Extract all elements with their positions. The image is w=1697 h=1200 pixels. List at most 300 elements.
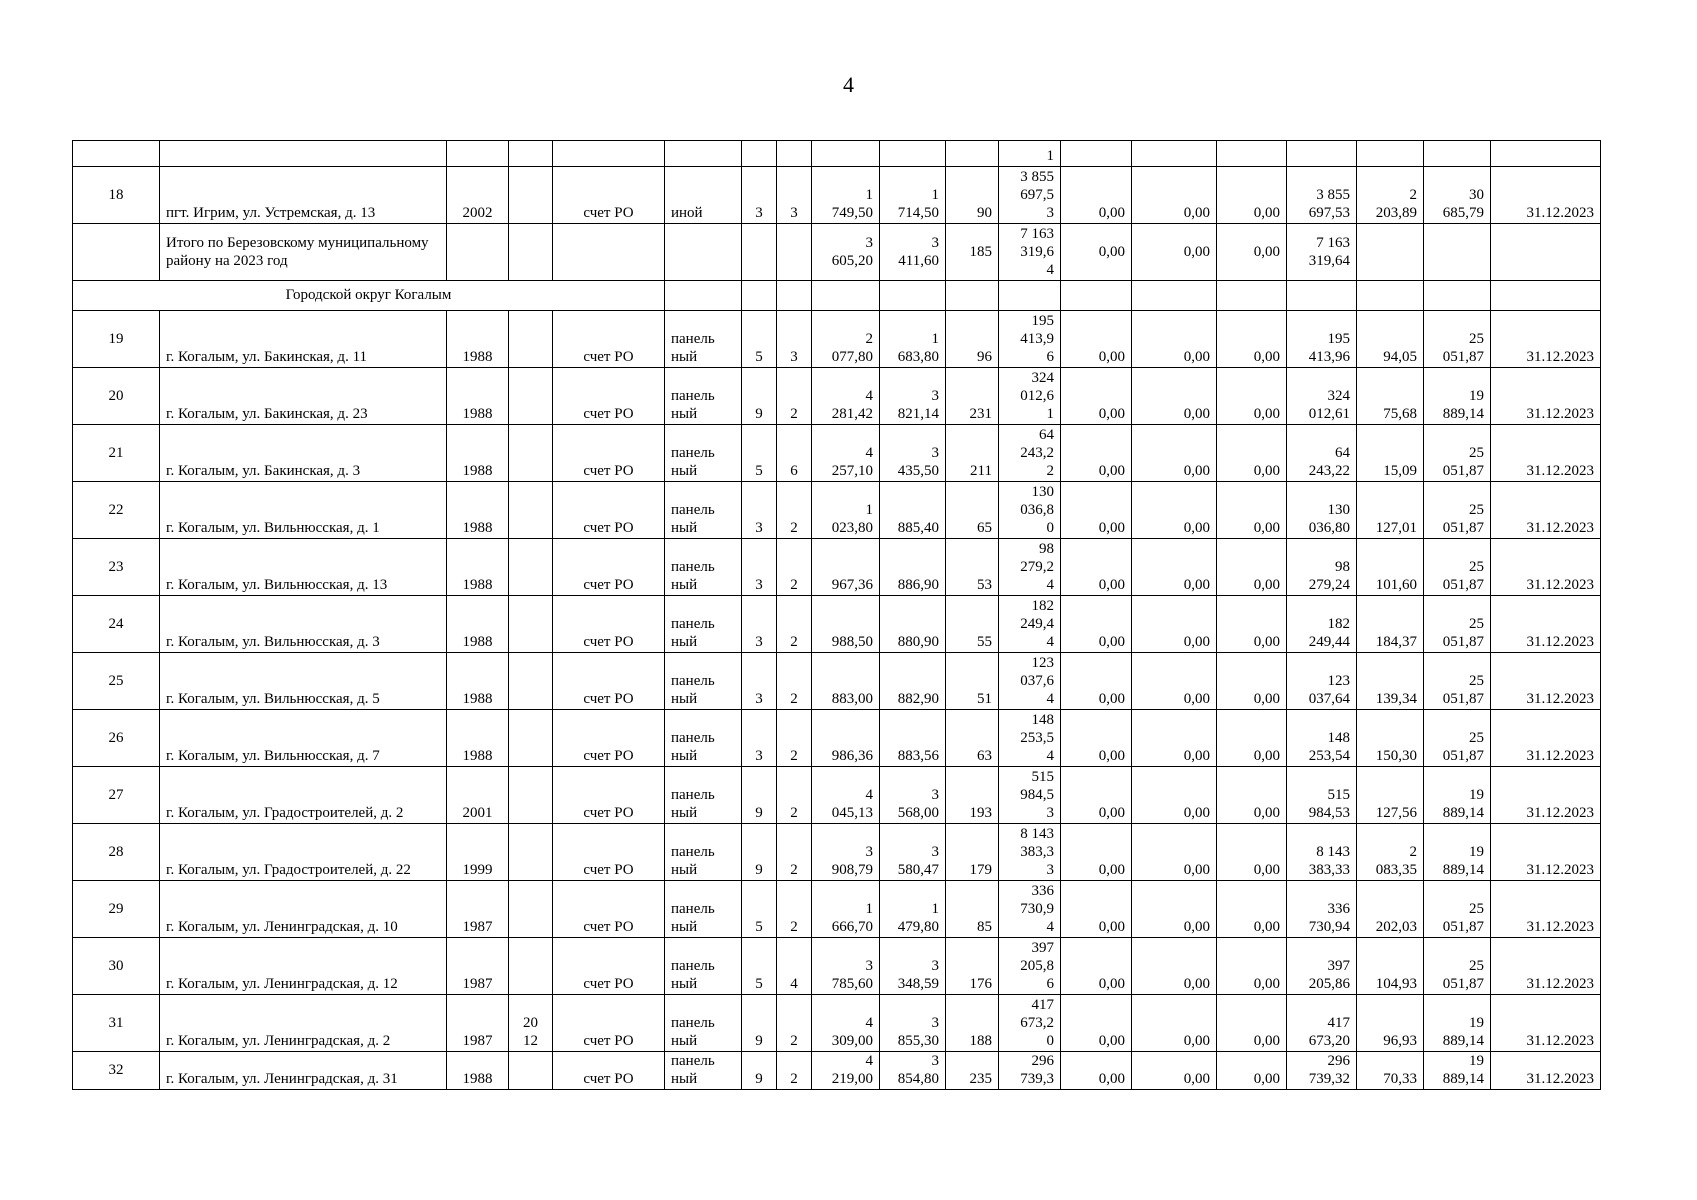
entrances-cell: 2	[777, 767, 812, 824]
deadline-date-cell: 31.12.2023	[1491, 425, 1601, 482]
fund-method-cell: счет РО	[553, 995, 665, 1052]
year-built-cell: 1988	[447, 596, 509, 653]
total-cost-cell: 3 855 697,5 3	[999, 167, 1061, 224]
fund-source-1-cell: 0,00	[1061, 653, 1132, 710]
table-row	[73, 881, 1601, 938]
district-total-row	[73, 224, 1601, 281]
wall-material-cell: панель ный	[665, 311, 742, 368]
floors-cell: 9	[742, 824, 777, 881]
living-area-cell: 1 683,80	[880, 311, 946, 368]
wall-material-cell: панель ный	[665, 995, 742, 1052]
floors-cell: 3	[742, 596, 777, 653]
fund-source-1-cell: 0,00	[1061, 995, 1132, 1052]
unit-cost-cell: 184,37	[1357, 596, 1424, 653]
entrances-cell: 6	[777, 425, 812, 482]
fund-method-cell: счет РО	[553, 425, 665, 482]
row-number: 23	[73, 539, 160, 596]
wall-material-cell: панель ный	[665, 1052, 742, 1090]
fund-source-1-cell: 0,00	[1061, 482, 1132, 539]
entrances-cell: 4	[777, 938, 812, 995]
residents-cell: 65	[946, 482, 999, 539]
floors-cell: 9	[742, 995, 777, 1052]
owners-funds-cell: 123 037,64	[1287, 653, 1357, 710]
year-repair-cell	[509, 311, 553, 368]
living-area-cell: 3 580,47	[880, 824, 946, 881]
total-cost-cell: 336 730,9 4	[999, 881, 1061, 938]
living-area-cell: 3 348,59	[880, 938, 946, 995]
fund-source-2-cell: 0,00	[1132, 167, 1217, 224]
living-area-cell: 3 854,80	[880, 1052, 946, 1090]
deadline-date-cell: 31.12.2023	[1491, 482, 1601, 539]
total-area-cell: 1 666,70	[812, 881, 880, 938]
floors-cell: 3	[742, 482, 777, 539]
row-number: 21	[73, 425, 160, 482]
fund-source-3-cell: 0,00	[1217, 482, 1287, 539]
residents-cell: 55	[946, 596, 999, 653]
unit-cost-cell: 104,93	[1357, 938, 1424, 995]
owners-funds-cell: 336 730,94	[1287, 881, 1357, 938]
total-area-sum: 3 605,20	[812, 224, 880, 281]
floors-cell: 5	[742, 311, 777, 368]
limit-cost-cell: 30 685,79	[1424, 167, 1491, 224]
total-cost-cell: 296 739,3	[999, 1052, 1061, 1090]
living-area-cell: 1 479,80	[880, 881, 946, 938]
table-row	[73, 1052, 1601, 1090]
year-repair-cell	[509, 710, 553, 767]
owners-funds-cell: 130 036,80	[1287, 482, 1357, 539]
floors-cell: 5	[742, 425, 777, 482]
year-built-cell: 1987	[447, 938, 509, 995]
total-area-cell: 967,36	[812, 539, 880, 596]
fund-source-1-cell: 0,00	[1061, 425, 1132, 482]
row-number: 24	[73, 596, 160, 653]
row-number: 19	[73, 311, 160, 368]
fund-source-3-cell: 0,00	[1217, 311, 1287, 368]
fund-source-2-cell: 0,00	[1132, 710, 1217, 767]
address-cell: пгт. Игрим, ул. Устремская, д. 13	[160, 167, 447, 224]
total-area-cell: 3 785,60	[812, 938, 880, 995]
continued-row	[73, 141, 1601, 167]
owners-funds-sum: 7 163 319,64	[1287, 224, 1357, 281]
fund-source-2-cell: 0,00	[1132, 1052, 1217, 1090]
limit-cost-cell: 25 051,87	[1424, 653, 1491, 710]
owners-funds-cell: 98 279,24	[1287, 539, 1357, 596]
deadline-date-cell: 31.12.2023	[1491, 995, 1601, 1052]
fund-source-1-cell: 0,00	[1061, 824, 1132, 881]
total-area-cell: 4 045,13	[812, 767, 880, 824]
deadline-date-cell: 31.12.2023	[1491, 596, 1601, 653]
total-area-cell: 988,50	[812, 596, 880, 653]
residents-cell: 211	[946, 425, 999, 482]
total-cost-cell: 98 279,2 4	[999, 539, 1061, 596]
fund-method-cell: счет РО	[553, 824, 665, 881]
limit-cost-cell: 25 051,87	[1424, 938, 1491, 995]
year-repair-cell	[509, 881, 553, 938]
address-cell: г. Когалым, ул. Ленинградская, д. 2	[160, 995, 447, 1052]
total-area-cell: 4 219,00	[812, 1052, 880, 1090]
total-area-cell: 4 257,10	[812, 425, 880, 482]
total-cost-cell: 130 036,8 0	[999, 482, 1061, 539]
address-cell: г. Когалым, ул. Градостроителей, д. 22	[160, 824, 447, 881]
fund-method-cell: счет РО	[553, 311, 665, 368]
living-area-cell: 880,90	[880, 596, 946, 653]
fund-method-cell: счет РО	[553, 482, 665, 539]
row-number: 32	[73, 1052, 160, 1090]
address-cell: г. Когалым, ул. Вильнюсская, д. 13	[160, 539, 447, 596]
floors-cell: 3	[742, 539, 777, 596]
wall-material-cell: панель ный	[665, 368, 742, 425]
owners-funds-cell: 3 855 697,53	[1287, 167, 1357, 224]
total-area-cell: 1 749,50	[812, 167, 880, 224]
fund-source-2-cell: 0,00	[1132, 482, 1217, 539]
year-built-cell: 2001	[447, 767, 509, 824]
table-row	[73, 767, 1601, 824]
fund-source-1-cell: 0,00	[1061, 368, 1132, 425]
floors-cell: 3	[742, 653, 777, 710]
table-row	[73, 710, 1601, 767]
total-cost-cell: 397 205,8 6	[999, 938, 1061, 995]
entrances-cell: 2	[777, 482, 812, 539]
wall-material-cell: панель ный	[665, 881, 742, 938]
fund-method-cell: счет РО	[553, 710, 665, 767]
fund-source-3-sum: 0,00	[1217, 224, 1287, 281]
table-row	[73, 482, 1601, 539]
residents-cell: 235	[946, 1052, 999, 1090]
total-cost-cell: 148 253,5 4	[999, 710, 1061, 767]
wall-material-cell: панель ный	[665, 824, 742, 881]
wall-material-cell: панель ный	[665, 596, 742, 653]
address-cell: г. Когалым, ул. Ленинградская, д. 12	[160, 938, 447, 995]
fund-source-1-cell: 0,00	[1061, 767, 1132, 824]
entrances-cell: 3	[777, 167, 812, 224]
row-number: 25	[73, 653, 160, 710]
address-cell: г. Когалым, ул. Вильнюсская, д. 3	[160, 596, 447, 653]
total-cost-cell: 8 143 383,3 3	[999, 824, 1061, 881]
deadline-date-cell: 31.12.2023	[1491, 167, 1601, 224]
table-row	[73, 425, 1601, 482]
table-row	[73, 368, 1601, 425]
fund-source-1-cell: 0,00	[1061, 167, 1132, 224]
table-row	[73, 167, 1601, 224]
entrances-cell: 2	[777, 539, 812, 596]
unit-cost-cell: 70,33	[1357, 1052, 1424, 1090]
total-cost-cell: 515 984,5 3	[999, 767, 1061, 824]
year-repair-cell	[509, 482, 553, 539]
deadline-date-cell: 31.12.2023	[1491, 1052, 1601, 1090]
table-row	[73, 938, 1601, 995]
fund-source-3-cell: 0,00	[1217, 167, 1287, 224]
floors-cell: 5	[742, 938, 777, 995]
residents-cell: 96	[946, 311, 999, 368]
owners-funds-cell: 324 012,61	[1287, 368, 1357, 425]
owners-funds-cell: 296 739,32	[1287, 1052, 1357, 1090]
year-built-cell: 1988	[447, 653, 509, 710]
year-repair-cell	[509, 596, 553, 653]
deadline-date-cell: 31.12.2023	[1491, 881, 1601, 938]
entrances-cell: 2	[777, 368, 812, 425]
fund-method-cell: счет РО	[553, 767, 665, 824]
floors-cell: 9	[742, 368, 777, 425]
wall-material-cell: панель ный	[665, 938, 742, 995]
address-cell: г. Когалым, ул. Ленинградская, д. 31	[160, 1052, 447, 1090]
total-area-cell: 4 309,00	[812, 995, 880, 1052]
table-row	[73, 539, 1601, 596]
row-number: 31	[73, 995, 160, 1052]
year-built-cell: 1988	[447, 539, 509, 596]
residents-cell: 193	[946, 767, 999, 824]
fund-source-3-cell: 0,00	[1217, 653, 1287, 710]
fund-source-3-cell: 0,00	[1217, 425, 1287, 482]
unit-cost-cell: 2 203,89	[1357, 167, 1424, 224]
page-number: 4	[843, 72, 854, 97]
unit-cost-cell: 96,93	[1357, 995, 1424, 1052]
fund-source-3-cell: 0,00	[1217, 995, 1287, 1052]
fund-source-1-cell: 0,00	[1061, 938, 1132, 995]
address-cell: г. Когалым, ул. Вильнюсская, д. 1	[160, 482, 447, 539]
limit-cost-cell: 19 889,14	[1424, 1052, 1491, 1090]
deadline-date-cell: 31.12.2023	[1491, 710, 1601, 767]
unit-cost-cell: 101,60	[1357, 539, 1424, 596]
year-repair-cell	[509, 653, 553, 710]
total-cost-sum: 7 163 319,6 4	[999, 224, 1061, 281]
address-cell: г. Когалым, ул. Ленинградская, д. 10	[160, 881, 447, 938]
entrances-cell: 2	[777, 710, 812, 767]
total-area-cell: 2 077,80	[812, 311, 880, 368]
year-repair-cell	[509, 1052, 553, 1090]
table-row	[73, 311, 1601, 368]
owners-funds-cell: 397 205,86	[1287, 938, 1357, 995]
entrances-cell: 2	[777, 653, 812, 710]
fund-source-1-cell: 0,00	[1061, 881, 1132, 938]
year-repair-cell	[509, 539, 553, 596]
wall-material-cell: панель ный	[665, 710, 742, 767]
fund-source-2-cell: 0,00	[1132, 596, 1217, 653]
fund-source-1-cell: 0,00	[1061, 311, 1132, 368]
wall-material-cell: панель ный	[665, 653, 742, 710]
residents-cell: 176	[946, 938, 999, 995]
owners-funds-cell: 195 413,96	[1287, 311, 1357, 368]
fund-method-cell: счет РО	[553, 881, 665, 938]
limit-cost-cell: 19 889,14	[1424, 824, 1491, 881]
fund-method-cell: счет РО	[553, 368, 665, 425]
unit-cost-cell: 202,03	[1357, 881, 1424, 938]
limit-cost-cell: 19 889,14	[1424, 995, 1491, 1052]
year-built-cell: 2002	[447, 167, 509, 224]
total-cost-cell: 64 243,2 2	[999, 425, 1061, 482]
fund-source-2-cell: 0,00	[1132, 767, 1217, 824]
owners-funds-cell: 8 143 383,33	[1287, 824, 1357, 881]
table-row	[73, 653, 1601, 710]
unit-cost-cell: 150,30	[1357, 710, 1424, 767]
table-row	[73, 596, 1601, 653]
fund-source-3-cell: 0,00	[1217, 824, 1287, 881]
living-area-cell: 3 855,30	[880, 995, 946, 1052]
row-number: 20	[73, 368, 160, 425]
year-repair-cell	[509, 824, 553, 881]
residents-cell: 179	[946, 824, 999, 881]
living-area-sum: 3 411,60	[880, 224, 946, 281]
fund-source-2-cell: 0,00	[1132, 824, 1217, 881]
living-area-cell: 1 714,50	[880, 167, 946, 224]
deadline-date-cell: 31.12.2023	[1491, 311, 1601, 368]
fund-source-3-cell: 0,00	[1217, 539, 1287, 596]
address-cell: г. Когалым, ул. Градостроителей, д. 2	[160, 767, 447, 824]
total-cost-cell: 182 249,4 4	[999, 596, 1061, 653]
limit-cost-cell: 25 051,87	[1424, 596, 1491, 653]
total-area-cell: 883,00	[812, 653, 880, 710]
fund-method-cell: счет РО	[553, 596, 665, 653]
total-area-cell: 4 281,42	[812, 368, 880, 425]
total-cost-cell: 417 673,2 0	[999, 995, 1061, 1052]
year-built-cell: 1988	[447, 1052, 509, 1090]
residents-sum: 185	[946, 224, 999, 281]
wall-material-cell: иной	[665, 167, 742, 224]
fund-source-3-cell: 0,00	[1217, 881, 1287, 938]
residents-cell: 231	[946, 368, 999, 425]
entrances-cell: 2	[777, 881, 812, 938]
residents-cell: 85	[946, 881, 999, 938]
unit-cost-cell: 139,34	[1357, 653, 1424, 710]
fund-method-cell: счет РО	[553, 1052, 665, 1090]
limit-cost-cell: 25 051,87	[1424, 539, 1491, 596]
fund-source-3-cell: 0,00	[1217, 710, 1287, 767]
total-area-cell: 1 023,80	[812, 482, 880, 539]
living-area-cell: 885,40	[880, 482, 946, 539]
address-cell: г. Когалым, ул. Бакинская, д. 3	[160, 425, 447, 482]
floors-cell: 5	[742, 881, 777, 938]
year-repair-cell	[509, 767, 553, 824]
fund-source-2-cell: 0,00	[1132, 368, 1217, 425]
unit-cost-cell: 75,68	[1357, 368, 1424, 425]
entrances-cell: 2	[777, 824, 812, 881]
fund-source-3-cell: 0,00	[1217, 596, 1287, 653]
row-number: 22	[73, 482, 160, 539]
limit-cost-cell: 25 051,87	[1424, 311, 1491, 368]
row-number: 27	[73, 767, 160, 824]
wall-material-cell: панель ный	[665, 767, 742, 824]
fund-method-cell: счет РО	[553, 167, 665, 224]
total-area-cell: 986,36	[812, 710, 880, 767]
deadline-date-cell: 31.12.2023	[1491, 824, 1601, 881]
section-header-row	[73, 281, 1601, 311]
row-number: 29	[73, 881, 160, 938]
living-area-cell: 883,56	[880, 710, 946, 767]
entrances-cell: 2	[777, 596, 812, 653]
address-cell: г. Когалым, ул. Бакинская, д. 11	[160, 311, 447, 368]
fund-source-2-cell: 0,00	[1132, 311, 1217, 368]
limit-cost-cell: 25 051,87	[1424, 425, 1491, 482]
limit-cost-cell: 19 889,14	[1424, 368, 1491, 425]
owners-funds-cell: 515 984,53	[1287, 767, 1357, 824]
deadline-date-cell: 31.12.2023	[1491, 938, 1601, 995]
year-built-cell: 1988	[447, 425, 509, 482]
fund-source-1-cell: 0,00	[1061, 1052, 1132, 1090]
deadline-date-cell: 31.12.2023	[1491, 368, 1601, 425]
fund-source-1-sum: 0,00	[1061, 224, 1132, 281]
wall-material-cell: панель ный	[665, 482, 742, 539]
section-title: Городской округ Когалым	[73, 281, 665, 311]
unit-cost-cell: 2 083,35	[1357, 824, 1424, 881]
deadline-date-cell: 31.12.2023	[1491, 653, 1601, 710]
row-number: 26	[73, 710, 160, 767]
residents-cell: 53	[946, 539, 999, 596]
limit-cost-cell: 19 889,14	[1424, 767, 1491, 824]
fund-source-3-cell: 0,00	[1217, 938, 1287, 995]
entrances-cell: 3	[777, 311, 812, 368]
total-cost-cell: 195 413,9 6	[999, 311, 1061, 368]
wall-material-cell: панель ный	[665, 539, 742, 596]
year-repair-cell	[509, 938, 553, 995]
fund-source-1-cell: 0,00	[1061, 596, 1132, 653]
unit-cost-cell: 94,05	[1357, 311, 1424, 368]
floors-cell: 9	[742, 1052, 777, 1090]
fund-method-cell: счет РО	[553, 539, 665, 596]
row-number: 28	[73, 824, 160, 881]
fund-source-3-cell: 0,00	[1217, 368, 1287, 425]
living-area-cell: 886,90	[880, 539, 946, 596]
address-cell: г. Когалым, ул. Бакинская, д. 23	[160, 368, 447, 425]
address-cell: г. Когалым, ул. Вильнюсская, д. 7	[160, 710, 447, 767]
living-area-cell: 3 435,50	[880, 425, 946, 482]
limit-cost-cell: 25 051,87	[1424, 881, 1491, 938]
owners-funds-cell: 64 243,22	[1287, 425, 1357, 482]
unit-cost-cell: 15,09	[1357, 425, 1424, 482]
table-row	[73, 995, 1601, 1052]
row-number: 30	[73, 938, 160, 995]
residents-cell: 63	[946, 710, 999, 767]
fund-source-3-cell: 0,00	[1217, 767, 1287, 824]
total-cost-cell: 123 037,6 4	[999, 653, 1061, 710]
wall-material-cell: панель ный	[665, 425, 742, 482]
fund-method-cell: счет РО	[553, 653, 665, 710]
fund-source-1-cell: 0,00	[1061, 539, 1132, 596]
entrances-cell: 2	[777, 1052, 812, 1090]
row-number: 18	[73, 167, 160, 224]
residents-cell: 51	[946, 653, 999, 710]
fund-source-1-cell: 0,00	[1061, 710, 1132, 767]
year-built-cell: 1987	[447, 881, 509, 938]
year-repair-cell: 20 12	[509, 995, 553, 1052]
capital-repair-table	[72, 140, 1601, 1090]
fund-source-2-cell: 0,00	[1132, 653, 1217, 710]
fund-source-2-cell: 0,00	[1132, 938, 1217, 995]
owners-funds-cell: 148 253,54	[1287, 710, 1357, 767]
owners-funds-cell: 417 673,20	[1287, 995, 1357, 1052]
fund-source-2-cell: 0,00	[1132, 881, 1217, 938]
continued-cost-fragment: 1	[999, 141, 1061, 167]
fund-source-2-sum: 0,00	[1132, 224, 1217, 281]
year-built-cell: 1988	[447, 311, 509, 368]
floors-cell: 3	[742, 710, 777, 767]
residents-cell: 90	[946, 167, 999, 224]
floors-cell: 3	[742, 167, 777, 224]
unit-cost-cell: 127,01	[1357, 482, 1424, 539]
entrances-cell: 2	[777, 995, 812, 1052]
year-built-cell: 1988	[447, 368, 509, 425]
fund-source-2-cell: 0,00	[1132, 539, 1217, 596]
fund-source-2-cell: 0,00	[1132, 995, 1217, 1052]
floors-cell: 9	[742, 767, 777, 824]
owners-funds-cell: 182 249,44	[1287, 596, 1357, 653]
year-repair-cell	[509, 425, 553, 482]
year-built-cell: 1988	[447, 482, 509, 539]
unit-cost-cell: 127,56	[1357, 767, 1424, 824]
residents-cell: 188	[946, 995, 999, 1052]
limit-cost-cell: 25 051,87	[1424, 710, 1491, 767]
fund-source-2-cell: 0,00	[1132, 425, 1217, 482]
limit-cost-cell: 25 051,87	[1424, 482, 1491, 539]
deadline-date-cell: 31.12.2023	[1491, 539, 1601, 596]
